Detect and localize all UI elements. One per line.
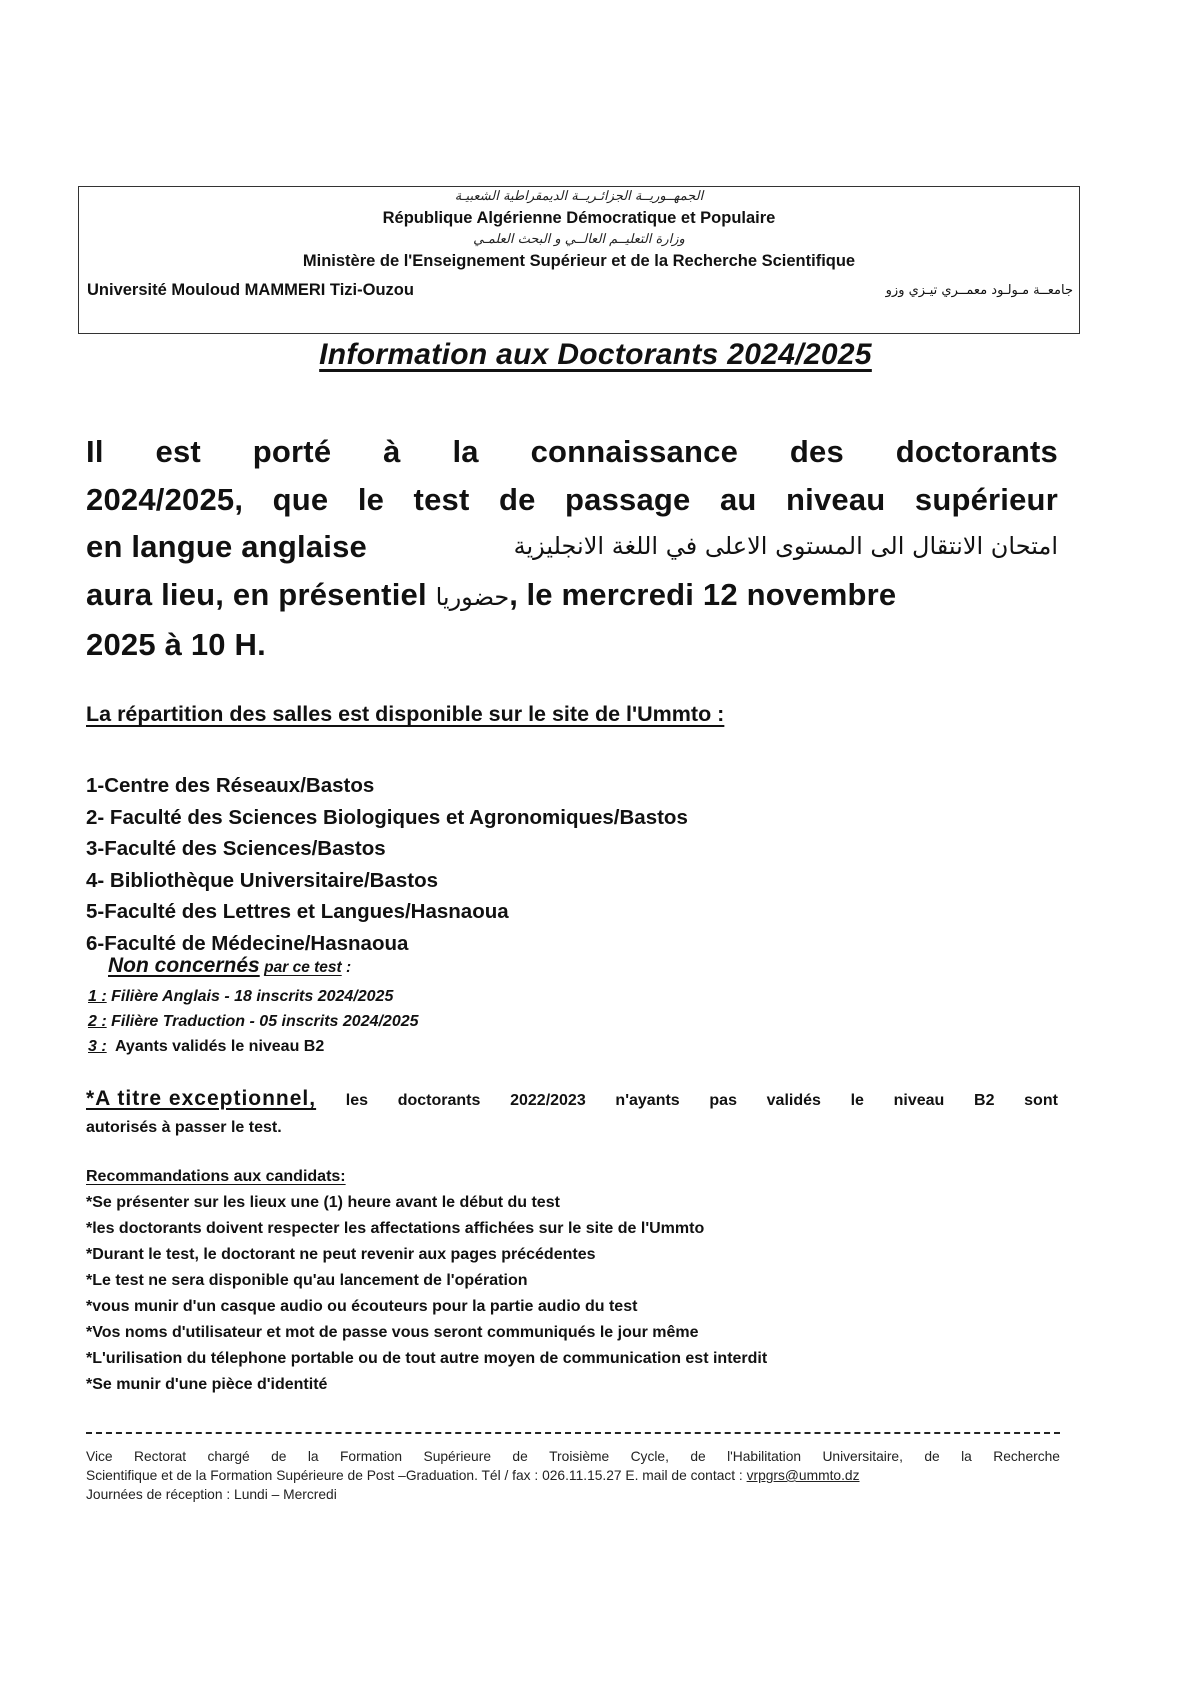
republic-arabic: الجمهــوريــة الجزائـريــة الديمقراطية الشعبيـة: [454, 189, 704, 204]
exception-word: n'ayants: [615, 1092, 680, 1109]
announcement-word: de: [498, 481, 536, 517]
footer-line: [86, 1466, 1060, 1485]
republic-french: République Algérienne Démocratique et Populaire: [382, 209, 776, 227]
announcement-text-part: aura lieu, en présentiel: [86, 576, 427, 612]
university-arabic: جامعــة مـولـود معمــري تيـزي وزو: [885, 283, 1073, 298]
footer-line: [86, 1447, 1060, 1466]
recommendations-list: [86, 1190, 767, 1398]
footer-word: de: [690, 1449, 706, 1464]
ministry-french: Ministère de l'Enseignement Supérieur et de la Recherche Scientifique: [302, 252, 856, 270]
not-concerned-item: [88, 1034, 419, 1059]
exception-word: doctorants: [397, 1092, 481, 1109]
recommendation-item: *L'urilisation du télephone portable ou de tout autre moyen de communication est interdit: [86, 1350, 768, 1367]
contact-email-link[interactable]: vrpgrs@ummto.dz: [746, 1468, 860, 1483]
announcement-word: au: [719, 481, 757, 517]
footer-word: Formation: [340, 1449, 403, 1464]
recommendation-item: *les doctorants doivent respecter les affectations affichées sur le site de l'Ummto: [86, 1220, 705, 1237]
footer-word: de: [512, 1449, 528, 1464]
announcement-word: que: [272, 481, 329, 517]
item-text: Ayants validés le niveau B2: [106, 1038, 325, 1055]
footer-contact: [86, 1447, 1060, 1504]
announcement-word: test: [413, 481, 470, 517]
announcement-word: le: [357, 481, 385, 517]
announcement-line: [86, 428, 1058, 476]
announcement-word: connaissance: [530, 434, 739, 469]
footer-word: la: [961, 1449, 972, 1464]
exception-word: les: [345, 1092, 369, 1109]
item-text: Filière Traduction - 05 inscrits 2024/2025: [106, 1013, 419, 1030]
footer-word: de: [271, 1449, 287, 1464]
recommendation-item: *Le test ne sera disponible qu'au lancement de l'opération: [86, 1272, 528, 1289]
letterhead-box: [78, 186, 1080, 334]
announcement-word: doctorants: [895, 434, 1058, 469]
announcement-word: la: [452, 434, 479, 469]
exception-word: B2: [974, 1092, 995, 1109]
announcement-text-part: , le mercredi 12 novembre: [509, 576, 897, 612]
exception-word: pas: [709, 1092, 737, 1109]
announcement-word: passage: [565, 481, 691, 517]
footer-word: Cycle,: [630, 1449, 669, 1464]
footer-word: Vice: [86, 1449, 113, 1464]
announcement-word: niveau: [786, 481, 886, 517]
announcement-line: [86, 476, 1058, 524]
announcement-text: [86, 571, 896, 622]
not-concerned-item: [88, 1009, 419, 1034]
document-title: Information aux Doctorants 2024/2025: [319, 338, 872, 371]
announcement-line: [86, 571, 1058, 622]
rooms-heading: La répartition des salles est disponible sur le site de l'Ummto :: [86, 702, 725, 726]
exception-line: autorisés à passer le test.: [86, 1119, 282, 1136]
ministry-arabic: وزارة التعليــم العالــي و البحث العلمـي: [473, 232, 685, 247]
item-text: Filière Anglais - 18 inscrits 2024/2025: [106, 988, 394, 1005]
announcement-word: 2024/2025,: [86, 481, 244, 517]
announcement-line: [86, 523, 1058, 571]
announcement-word: Il: [86, 434, 104, 469]
university-french: Université Mouloud MAMMERI Tizi-Ouzou: [87, 281, 414, 299]
not-concerned-heading-colon: :: [341, 959, 352, 976]
footer-word: Recherche: [993, 1449, 1060, 1464]
exception-paragraph: [86, 1085, 1058, 1141]
room-item: 6-Faculté de Médecine/Hasnaoua: [86, 931, 409, 955]
announcement-word: à: [383, 434, 401, 469]
announcement-arabic-text: حضوريا: [435, 582, 510, 611]
announcement-word: des: [789, 434, 844, 469]
footer-word: chargé: [207, 1449, 250, 1464]
exception-word: niveau: [893, 1092, 945, 1109]
room-item: 5-Faculté des Lettres et Langues/Hasnaoua: [86, 900, 509, 923]
footer-word: l'Habilitation: [727, 1449, 802, 1464]
recommendation-item: *vous munir d'un casque audio ou écouteurs pour la partie audio du test: [86, 1298, 638, 1315]
recommendations-heading: Recommandations aux candidats:: [86, 1168, 346, 1185]
footer-text: Scientifique et de la Formation Supérieure de Post –Graduation. Tél / fax : 026.11.15.27 E. mail de contact :: [86, 1468, 747, 1483]
room-item: 4- Bibliothèque Universitaire/Bastos: [86, 868, 439, 892]
not-concerned-item: [88, 984, 419, 1009]
rooms-list: [86, 770, 688, 959]
room-item: 2- Faculté des Sciences Biologiques et Agronomiques/Bastos: [86, 805, 688, 829]
exception-lead: *A titre exceptionnel,: [86, 1087, 317, 1110]
exception-word: le: [850, 1092, 864, 1109]
announcement-word: est: [155, 434, 201, 469]
exception-word: 2022/2023: [510, 1092, 586, 1109]
recommendation-item: *Vos noms d'utilisateur et mot de passe vous seront communiqués le jour même: [86, 1324, 699, 1341]
announcement-line: 2025 à 10 H.: [86, 627, 266, 662]
exception-word: sont: [1024, 1092, 1058, 1109]
announcement-text: en langue anglaise: [86, 529, 367, 564]
exception-word: validés: [766, 1092, 821, 1109]
exception-line: [86, 1085, 1058, 1114]
footer-line: Journées de réception : Lundi – Mercredi: [86, 1487, 337, 1502]
room-item: 1-Centre des Réseaux/Bastos: [86, 774, 375, 797]
item-number: 3 :: [88, 1038, 107, 1055]
announcement-paragraph: [86, 428, 1058, 669]
footer-word: Troisième: [549, 1449, 610, 1464]
recommendation-item: *Durant le test, le doctorant ne peut revenir aux pages précédentes: [86, 1246, 596, 1263]
not-concerned-heading: [108, 954, 351, 978]
room-item: 3-Faculté des Sciences/Bastos: [86, 837, 386, 860]
item-number: 2 :: [88, 1013, 107, 1030]
footer-word: la: [307, 1449, 319, 1464]
footer-divider: [86, 1432, 1060, 1434]
footer-word: de: [924, 1449, 940, 1464]
announcement-word: porté: [252, 434, 332, 469]
footer-word: Rectorat: [133, 1449, 187, 1464]
not-concerned-heading-sub: par ce test: [264, 959, 342, 976]
not-concerned-heading-main: Non concernés: [108, 954, 260, 977]
item-number: 1 :: [88, 988, 107, 1005]
not-concerned-list: [88, 984, 419, 1059]
announcement-word: supérieur: [914, 481, 1058, 517]
announcement-arabic-text: امتحان الانتقال الى المستوى الاعلى في اللغة الانجليزية: [513, 532, 1058, 560]
recommendation-item: *Se munir d'une pièce d'identité: [86, 1376, 328, 1393]
recommendation-item: *Se présenter sur les lieux une (1) heure avant le début du test: [86, 1194, 560, 1211]
footer-word: Universitaire,: [822, 1449, 903, 1464]
footer-word: Supérieure: [423, 1449, 491, 1464]
